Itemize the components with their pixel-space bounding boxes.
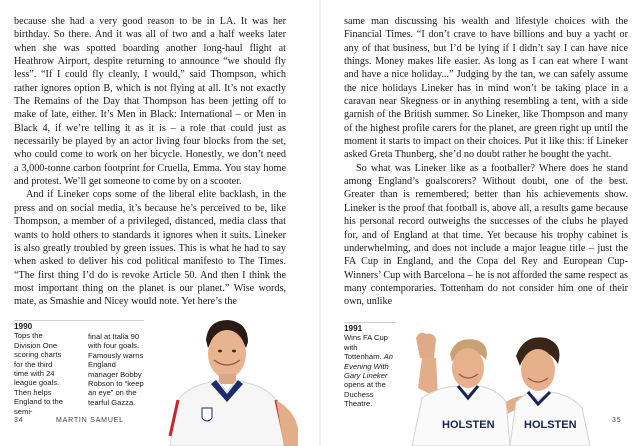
caption-1991-line1: Wins FA Cup with Tottenham. bbox=[344, 333, 388, 362]
photo-lineker-england bbox=[148, 318, 298, 446]
shirt-sponsor-left: HOLSTEN bbox=[442, 419, 495, 431]
caption-year-1991: 1991 bbox=[344, 324, 363, 333]
right-page-text-column bbox=[344, 15, 628, 309]
right-paragraph-1: same man discussing his wealth and lifestyle choices with the Financial Times. “I don’t crave to have billions and buy a yacht or any of that business, but I’d be lying if I didn’t say I can have nice things. Money makes life easier. As long as I can eat where I want and have a nice holiday...” Judging by the tan, we can safely assume the nice holidays Lineker has in mind won’t be taking place in a caravan near Skegness or in anything resembling a tent, with a side garnish of the British summer. So Lineker, like Thompson and many of the highest profile carers for the planet, are green right up until the moment it starts to impact on their choices. Put it like this: if Lineker asked Greta Thunberg, she’d no doubt rather he bought the yacht. bbox=[344, 16, 628, 161]
left-paragraph-1: because she had a very good reason to be in LA. It was her birthday. So there. And it was all of two and a half weeks later when she was spotted boarding another long-haul flight at Heathrow Airport, despite returning to announce “we should fly less”. “If I could fly cleanly, I would,” said Thompson, which rather ignores option B, which is not flying at all. It’s not exactly The Remains of the Day that Thompson has been jetting off to make of late, either. It’s Men in Black: International – or Men in Black 4, if we’re telling it as it is – a role that could just as necessarily be played by an actor living four blocks from the set, who could come to work on her bicycle. Honestly, we don’t need a 3,000-tonne carbon footprint for Cruella, Emma. You stay home and protest. We’ll get someone to come by on a scooter. bbox=[14, 16, 286, 188]
caption-rule-left bbox=[14, 320, 144, 321]
left-page-number: 34 bbox=[14, 417, 24, 424]
photo-lineker-gascoigne-tottenham bbox=[398, 328, 598, 446]
shirt-sponsor-right: HOLSTEN bbox=[524, 419, 577, 431]
page-gutter bbox=[319, 0, 321, 446]
caption-1990-text-a: Tops the Division One scoring charts for the third time with 24 league goals. Then helps England to the semi- bbox=[14, 331, 63, 416]
caption-year-1990: 1990 bbox=[14, 322, 33, 331]
left-page-text-column bbox=[14, 15, 286, 309]
running-head: MARTIN SAMUEL bbox=[56, 417, 124, 424]
caption-1991-line2: opens at the Duchess Theatre. bbox=[344, 380, 386, 409]
right-page-number: 35 bbox=[612, 417, 622, 424]
caption-1991-show-title: An Evening With Gary Lineker bbox=[344, 352, 393, 381]
caption-1990-text-b: final at Italia 90 with four goals. Famously warns England manager Bobby Robson to “keep an eye” on the tearful Gazza. bbox=[88, 332, 144, 407]
caption-1991 bbox=[344, 324, 396, 409]
left-paragraph-2: And if Lineker cops some of the liberal elite backlash, in the press and on social media, it’s because he’s perceived to be, like Thompson, a member of a privileged, distanced, media class that wants to hold others to standards it ignores when it suits. Lineker is also greatly troubled by green issues. This is what he had to say when asked to deliver his cod political manifesto to The Times. “The first thing I’d do is revoke Article 50. And then I think the most important thing on the planet is our planet.” Wise words, mate, as Smashie and Nicey would note. Yet here’s the bbox=[14, 189, 286, 308]
right-paragraph-2: So what was Lineker like as a footballer? Where does he stand among England’s goalscorers? Without doubt, one of the best. Greater than is remembered; better than his achievements show. Lineker is the proof that football is, above all, a results game because his personal record outweighs the successes of the clubs he played for, and of England at that time. Yet because his trophy cabinet is underwhelming, and does not include a major league title – just the FA Cup in England, and the Copa del Rey and European Cup-Winners’ Cup with Barcelona – he is not afforded the same respect as many contemporaries. Tottenham do not consider him one of their own, unlike bbox=[344, 162, 628, 308]
caption-1990-part-a bbox=[14, 322, 64, 416]
caption-rule-right bbox=[344, 322, 396, 323]
caption-1990-part-b bbox=[88, 332, 146, 407]
